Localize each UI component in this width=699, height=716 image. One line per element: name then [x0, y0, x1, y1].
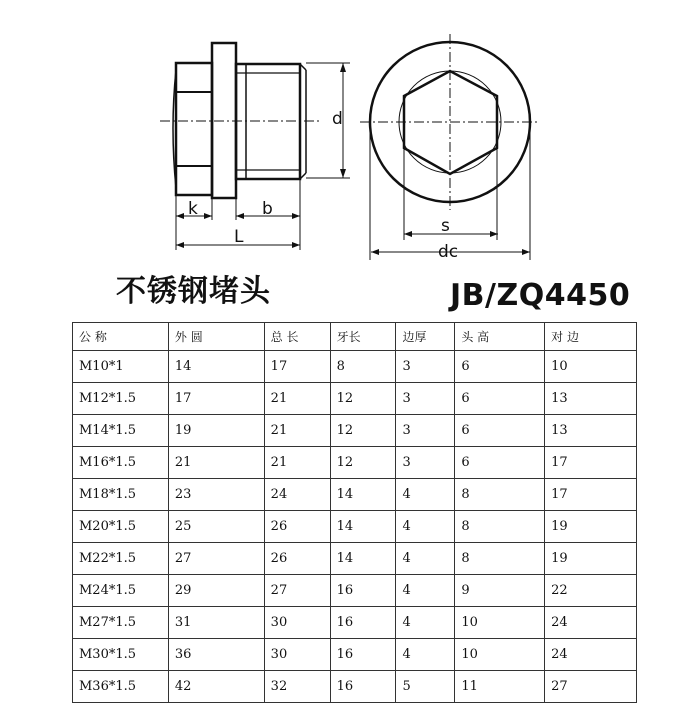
cell-thread-length: 14: [330, 479, 396, 511]
cell-head-height: 8: [455, 511, 545, 543]
cell-head-height: 6: [455, 351, 545, 383]
cell-across-flats: 13: [545, 383, 637, 415]
cell-thread-length: 16: [330, 607, 396, 639]
cell-nominal: M10*1: [73, 351, 169, 383]
header-edge-thickness: 边厚: [396, 323, 455, 351]
cell-head-height: 10: [455, 607, 545, 639]
label-d: d: [332, 109, 343, 129]
cell-across-flats: 10: [545, 351, 637, 383]
header-head-height: 头 高: [455, 323, 545, 351]
cell-across-flats: 27: [545, 671, 637, 703]
cell-outer-diameter: 17: [168, 383, 264, 415]
cell-nominal: M20*1.5: [73, 511, 169, 543]
cell-total-length: 24: [264, 479, 330, 511]
label-k: k: [188, 199, 198, 219]
cell-nominal: M22*1.5: [73, 543, 169, 575]
cell-across-flats: 17: [545, 479, 637, 511]
cell-total-length: 30: [264, 607, 330, 639]
cell-outer-diameter: 42: [168, 671, 264, 703]
cell-edge-thickness: 3: [396, 447, 455, 479]
table-header-row: [73, 323, 637, 351]
cell-head-height: 11: [455, 671, 545, 703]
cell-outer-diameter: 29: [168, 575, 264, 607]
cell-outer-diameter: 14: [168, 351, 264, 383]
cell-across-flats: 19: [545, 543, 637, 575]
cell-outer-diameter: 23: [168, 479, 264, 511]
header-nominal: 公 称: [73, 323, 169, 351]
cell-thread-length: 8: [330, 351, 396, 383]
header-outer-diameter: 外 圆: [168, 323, 264, 351]
cell-edge-thickness: 4: [396, 639, 455, 671]
cell-outer-diameter: 25: [168, 511, 264, 543]
label-L: L: [234, 227, 244, 247]
cell-across-flats: 13: [545, 415, 637, 447]
cell-across-flats: 24: [545, 607, 637, 639]
cell-total-length: 27: [264, 575, 330, 607]
end-view: [360, 34, 540, 260]
cell-edge-thickness: 4: [396, 511, 455, 543]
cell-thread-length: 14: [330, 511, 396, 543]
cell-total-length: 30: [264, 639, 330, 671]
cell-outer-diameter: 19: [168, 415, 264, 447]
cell-across-flats: 19: [545, 511, 637, 543]
header-thread-length: 牙长: [330, 323, 396, 351]
table-row: [73, 639, 637, 671]
standard-code: JB/ZQ4450: [450, 278, 631, 313]
table-row: [73, 415, 637, 447]
cell-total-length: 21: [264, 383, 330, 415]
cell-thread-length: 16: [330, 671, 396, 703]
cell-nominal: M24*1.5: [73, 575, 169, 607]
table-row: [73, 479, 637, 511]
cell-total-length: 26: [264, 511, 330, 543]
cell-edge-thickness: 3: [396, 351, 455, 383]
table-row: [73, 447, 637, 479]
cell-head-height: 6: [455, 415, 545, 447]
cell-nominal: M18*1.5: [73, 479, 169, 511]
table-row: [73, 671, 637, 703]
cell-thread-length: 12: [330, 415, 396, 447]
cell-thread-length: 12: [330, 447, 396, 479]
cell-outer-diameter: 21: [168, 447, 264, 479]
technical-drawing: [0, 0, 699, 290]
cell-nominal: M12*1.5: [73, 383, 169, 415]
cell-head-height: 10: [455, 639, 545, 671]
cell-total-length: 26: [264, 543, 330, 575]
cell-nominal: M16*1.5: [73, 447, 169, 479]
cell-across-flats: 17: [545, 447, 637, 479]
label-b: b: [262, 199, 273, 219]
cell-edge-thickness: 4: [396, 479, 455, 511]
cell-outer-diameter: 31: [168, 607, 264, 639]
table-row: [73, 511, 637, 543]
cell-nominal: M30*1.5: [73, 639, 169, 671]
header-across-flats: 对 边: [545, 323, 637, 351]
cell-edge-thickness: 3: [396, 415, 455, 447]
table-row: [73, 575, 637, 607]
cell-total-length: 17: [264, 351, 330, 383]
cell-total-length: 32: [264, 671, 330, 703]
cell-across-flats: 24: [545, 639, 637, 671]
cell-total-length: 21: [264, 415, 330, 447]
cell-head-height: 8: [455, 479, 545, 511]
cell-edge-thickness: 4: [396, 575, 455, 607]
cell-edge-thickness: 3: [396, 383, 455, 415]
cell-across-flats: 22: [545, 575, 637, 607]
spec-table: [72, 322, 637, 703]
cell-head-height: 9: [455, 575, 545, 607]
cell-thread-length: 14: [330, 543, 396, 575]
cell-thread-length: 16: [330, 639, 396, 671]
cell-outer-diameter: 27: [168, 543, 264, 575]
product-title: 不锈钢堵头: [116, 274, 271, 309]
label-dc: dc: [438, 242, 459, 262]
cell-edge-thickness: 4: [396, 543, 455, 575]
table-row: [73, 351, 637, 383]
cell-head-height: 6: [455, 447, 545, 479]
cell-total-length: 21: [264, 447, 330, 479]
cell-outer-diameter: 36: [168, 639, 264, 671]
cell-thread-length: 12: [330, 383, 396, 415]
cell-head-height: 8: [455, 543, 545, 575]
cell-head-height: 6: [455, 383, 545, 415]
table-row: [73, 607, 637, 639]
cell-edge-thickness: 5: [396, 671, 455, 703]
cell-nominal: M14*1.5: [73, 415, 169, 447]
cell-thread-length: 16: [330, 575, 396, 607]
cell-nominal: M36*1.5: [73, 671, 169, 703]
label-s: s: [441, 216, 450, 236]
table-row: [73, 543, 637, 575]
table-row: [73, 383, 637, 415]
cell-nominal: M27*1.5: [73, 607, 169, 639]
cell-edge-thickness: 4: [396, 607, 455, 639]
header-total-length: 总 长: [264, 323, 330, 351]
